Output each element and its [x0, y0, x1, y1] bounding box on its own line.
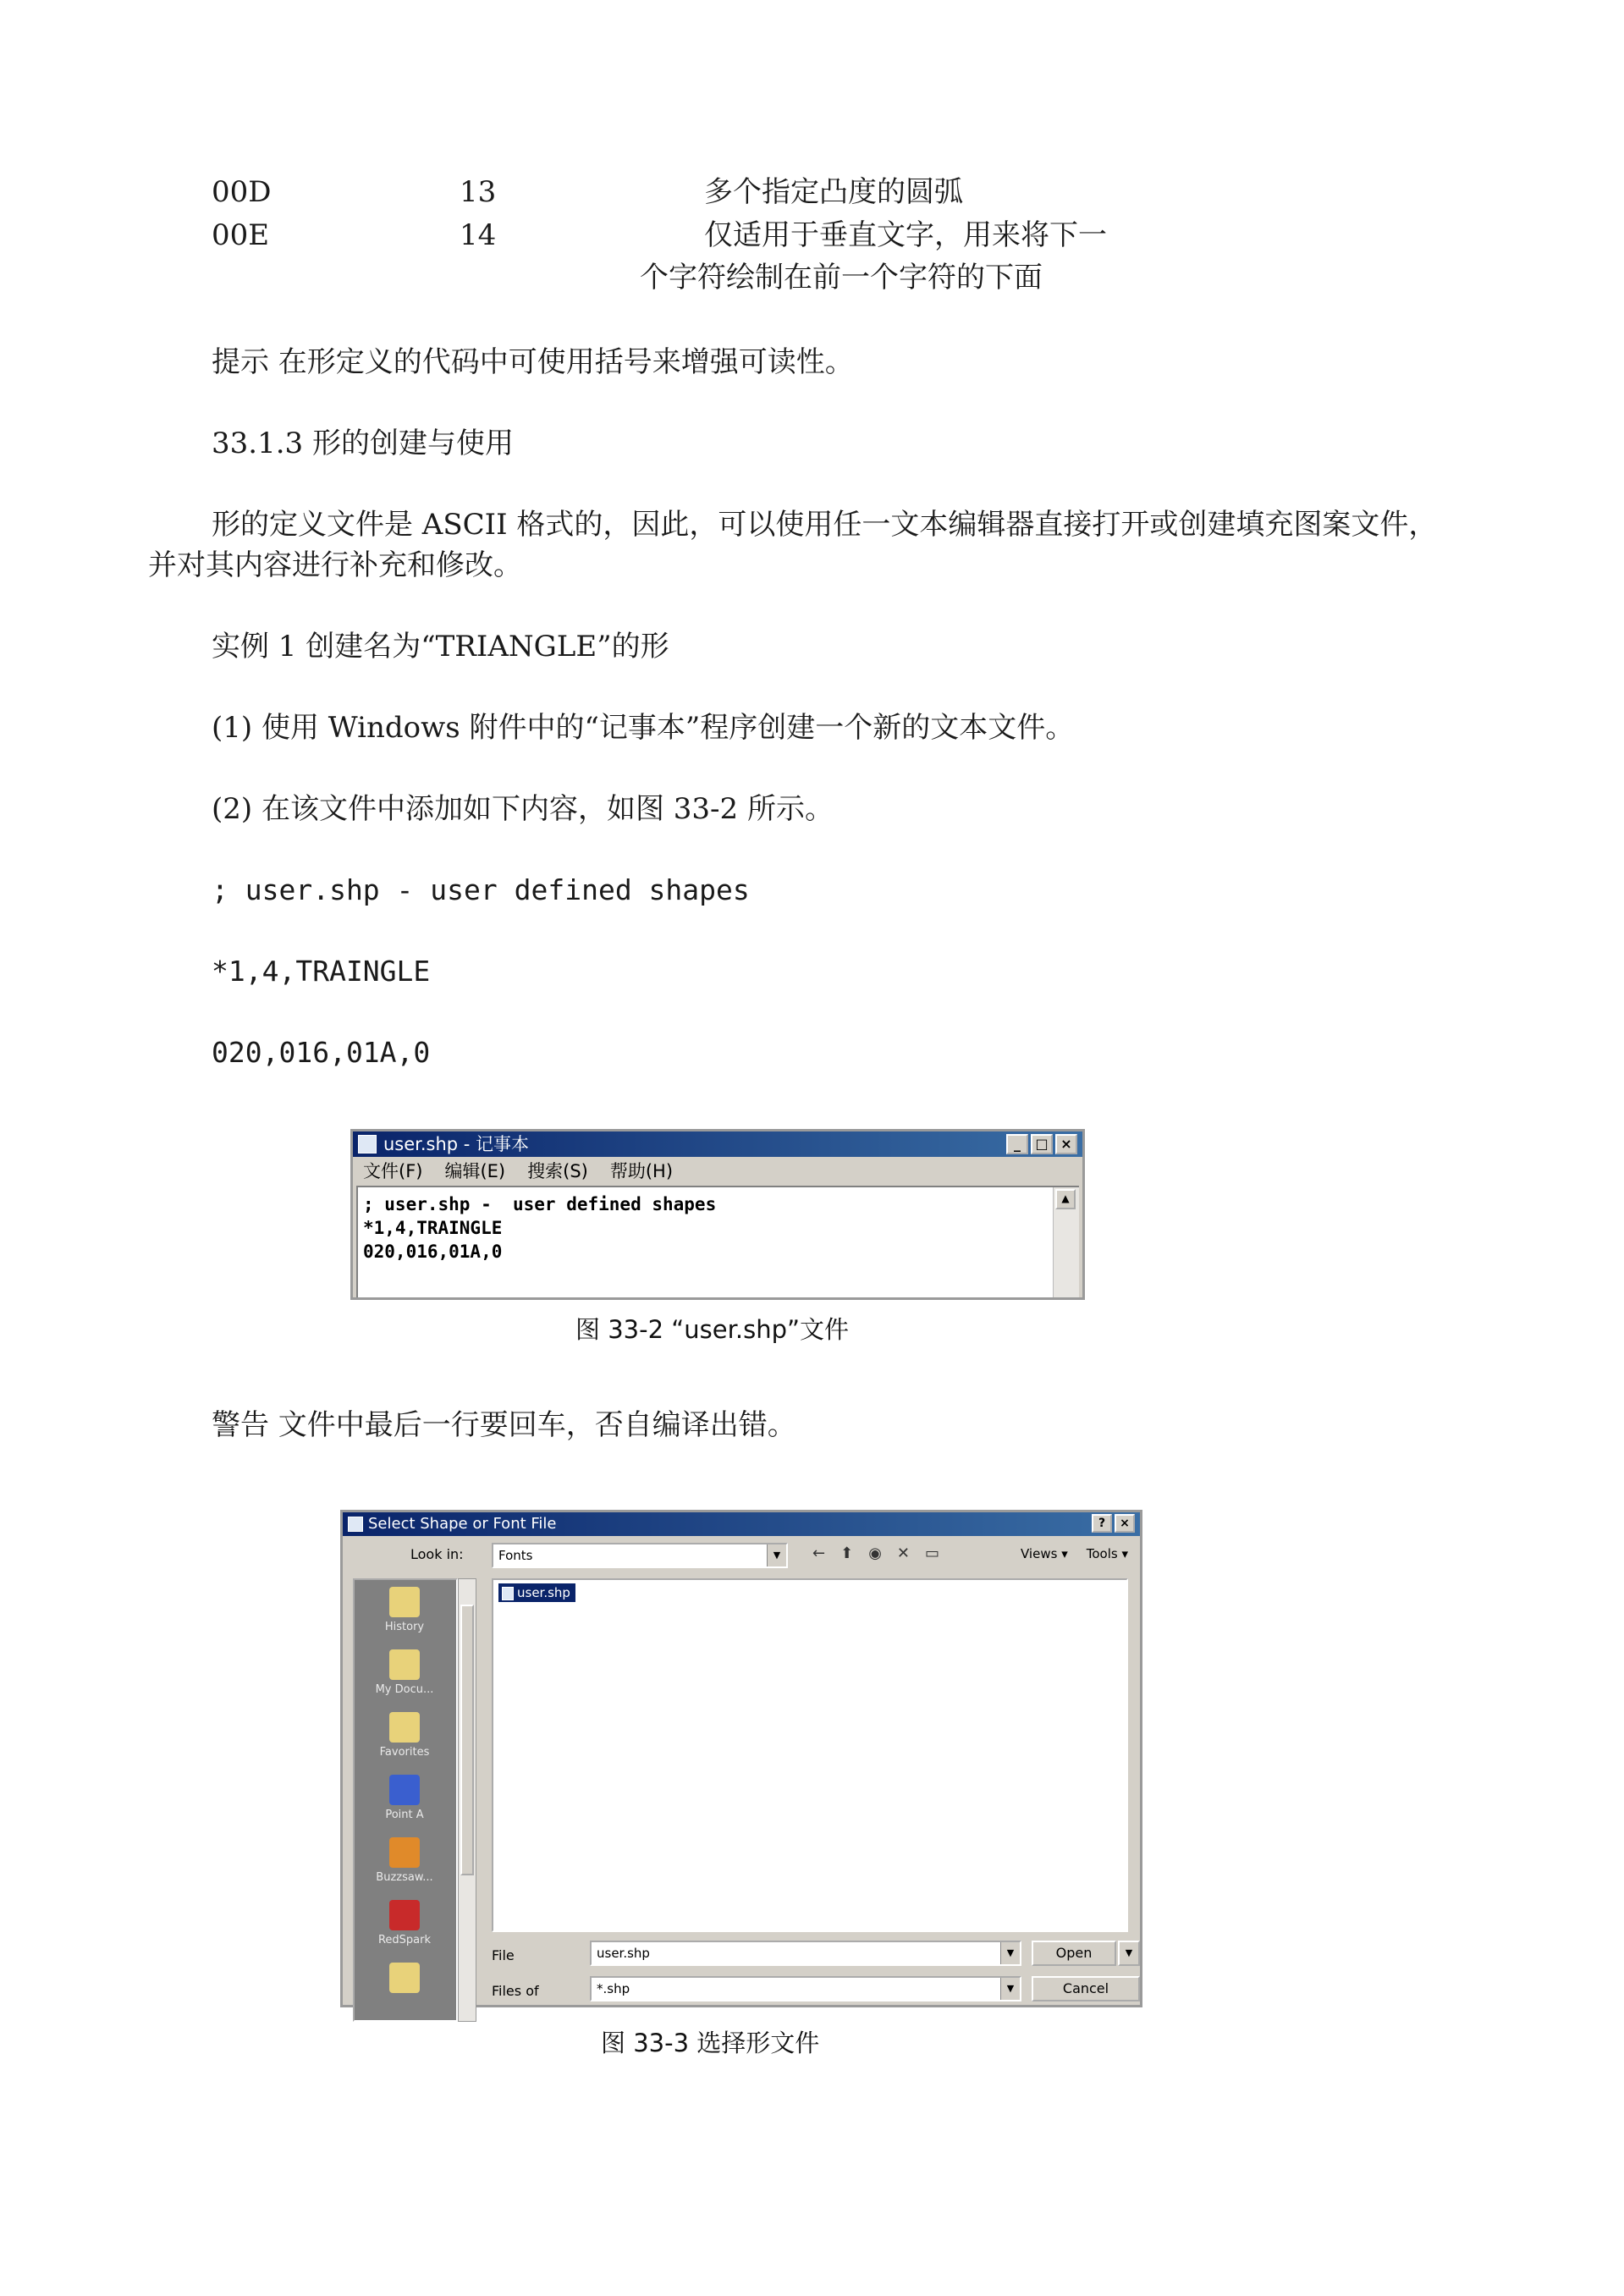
open-button[interactable]: Open [1032, 1941, 1116, 1966]
look-in-value: Fonts [498, 1548, 533, 1563]
back-icon[interactable]: ← [812, 1544, 826, 1562]
scroll-up-icon[interactable]: ▲ [1055, 1189, 1076, 1209]
figure-caption-2: 图 33-3 选择形文件 [601, 2029, 820, 2057]
tip-text: 提示 在形定义的代码中可使用括号来增强可读性。 [212, 345, 854, 379]
code-line-2: *1,4,TRAINGLE [212, 955, 431, 988]
chevron-down-icon: ▼ [767, 1544, 786, 1566]
tools-menu[interactable]: Tools ▾ [1086, 1546, 1128, 1561]
dialog-close-icon[interactable]: × [1115, 1514, 1135, 1533]
folder-icon [389, 1649, 420, 1680]
dialog-toolbar [343, 1539, 1140, 1570]
table-value-2: 14 [460, 218, 497, 252]
file-type-label: Files of [492, 1983, 539, 1999]
notepad-title: user.shp - 记事本 [383, 1134, 530, 1154]
folder-icon [389, 1963, 420, 1993]
figure-caption-1: 图 33-2 “user.shp”文件 [575, 1315, 850, 1344]
place-my-documents[interactable] [355, 1649, 454, 1696]
place-label: Point A [385, 1809, 424, 1821]
scroll-thumb[interactable] [460, 1605, 474, 1875]
redspark-icon [389, 1900, 420, 1930]
file-item-selected[interactable]: user.shp [498, 1583, 575, 1602]
menu-search[interactable]: 搜索(S) [527, 1161, 588, 1181]
table-code-1: 00D [212, 175, 272, 209]
place-history[interactable] [355, 1587, 454, 1633]
buzzsaw-icon [389, 1837, 420, 1868]
section-heading: 33.1.3 形的创建与使用 [212, 427, 514, 460]
places-scrollbar[interactable] [458, 1578, 476, 2022]
dialog-icon [348, 1517, 363, 1532]
code-line-3: 020,016,01A,0 [212, 1036, 431, 1069]
step-2: (2) 在该文件中添加如下内容，如图 33-2 所示。 [212, 792, 834, 826]
notepad-content: ; user.shp - user defined shapes *1,4,TRAINGLE 020,016,01A,0 [363, 1194, 717, 1262]
delete-icon[interactable]: ✕ [896, 1544, 910, 1562]
file-list[interactable] [492, 1578, 1128, 1932]
paragraph-line-1: 形的定义文件是 ASCII 格式的，因此，可以使用任一文本编辑器直接打开或创建填充图案文件， [212, 508, 1438, 542]
code-line-1: ; user.shp - user defined shapes [212, 873, 750, 906]
place-label: History [384, 1621, 425, 1633]
close-icon[interactable]: × [1055, 1134, 1077, 1154]
menu-help[interactable]: 帮助(H) [609, 1161, 674, 1181]
place-buzzsaw[interactable] [355, 1837, 454, 1884]
table-desc-2: 仅适用于垂直文字，用来将下一 [704, 218, 1107, 252]
example-title: 实例 1 创建名为“TRIANGLE”的形 [212, 630, 669, 663]
chevron-down-icon: ▼ [1000, 1978, 1020, 2000]
search-web-icon[interactable]: ◉ [868, 1544, 882, 1562]
table-value-1: 13 [460, 175, 497, 209]
open-dropdown-icon[interactable]: ▼ [1118, 1941, 1140, 1966]
paragraph-line-2: 并对其内容进行补充和修改。 [148, 548, 522, 582]
favorites-icon [389, 1712, 420, 1743]
place-label: My Docu... [375, 1683, 434, 1696]
menu-file[interactable]: 文件(F) [363, 1161, 423, 1181]
step-1: (1) 使用 Windows 附件中的“记事本”程序创建一个新的文本文件。 [212, 711, 1075, 745]
notepad-scrollbar[interactable] [1053, 1187, 1079, 1297]
minimize-icon[interactable]: _ [1006, 1134, 1028, 1154]
notepad-titlebar [353, 1131, 1082, 1157]
new-folder-icon[interactable]: ▭ [925, 1544, 940, 1562]
file-name-value: user.shp [597, 1946, 650, 1961]
notepad-editor[interactable] [356, 1186, 1079, 1297]
point-a-icon [389, 1775, 420, 1805]
cancel-button[interactable]: Cancel [1032, 1976, 1140, 2001]
notepad-menubar [353, 1157, 1082, 1184]
select-shape-dialog [340, 1510, 1142, 2007]
file-name-label: File [492, 1947, 515, 1963]
notepad-window [350, 1129, 1085, 1300]
place-point-a[interactable] [355, 1775, 454, 1821]
views-menu[interactable]: Views ▾ [1021, 1546, 1068, 1561]
look-in-select[interactable] [492, 1543, 788, 1568]
menu-edit[interactable]: 编辑(E) [444, 1161, 506, 1181]
place-more[interactable] [355, 1963, 454, 1996]
table-desc-2-cont: 个字符绘制在前一个字符的下面 [640, 261, 1043, 295]
maximize-icon[interactable]: □ [1031, 1134, 1053, 1154]
tools-label: Tools [1086, 1546, 1118, 1561]
place-label: Buzzsaw... [376, 1871, 433, 1884]
help-icon[interactable]: ? [1092, 1514, 1112, 1533]
look-in-label: Look in: [410, 1546, 464, 1562]
file-type-value: *.shp [597, 1981, 630, 1996]
place-redspark[interactable] [355, 1900, 454, 1946]
warning-text: 警告 文件中最后一行要回车，否自编译出错。 [212, 1408, 796, 1442]
file-type-select[interactable] [590, 1976, 1021, 2001]
file-name-input[interactable] [590, 1941, 1021, 1966]
place-label: Favorites [379, 1746, 430, 1759]
place-label: RedSpark [377, 1934, 432, 1946]
up-folder-icon[interactable]: ⬆ [840, 1544, 854, 1562]
table-desc-1: 多个指定凸度的圆弧 [704, 175, 963, 209]
history-icon [389, 1587, 420, 1617]
places-bar [353, 1578, 458, 2022]
dialog-titlebar [343, 1512, 1140, 1536]
table-code-2: 00E [212, 218, 270, 252]
notepad-icon [358, 1135, 377, 1154]
chevron-down-icon: ▼ [1000, 1942, 1020, 1964]
place-favorites[interactable] [355, 1712, 454, 1759]
views-label: Views [1021, 1546, 1058, 1561]
dialog-title: Select Shape or Font File [368, 1515, 557, 1533]
